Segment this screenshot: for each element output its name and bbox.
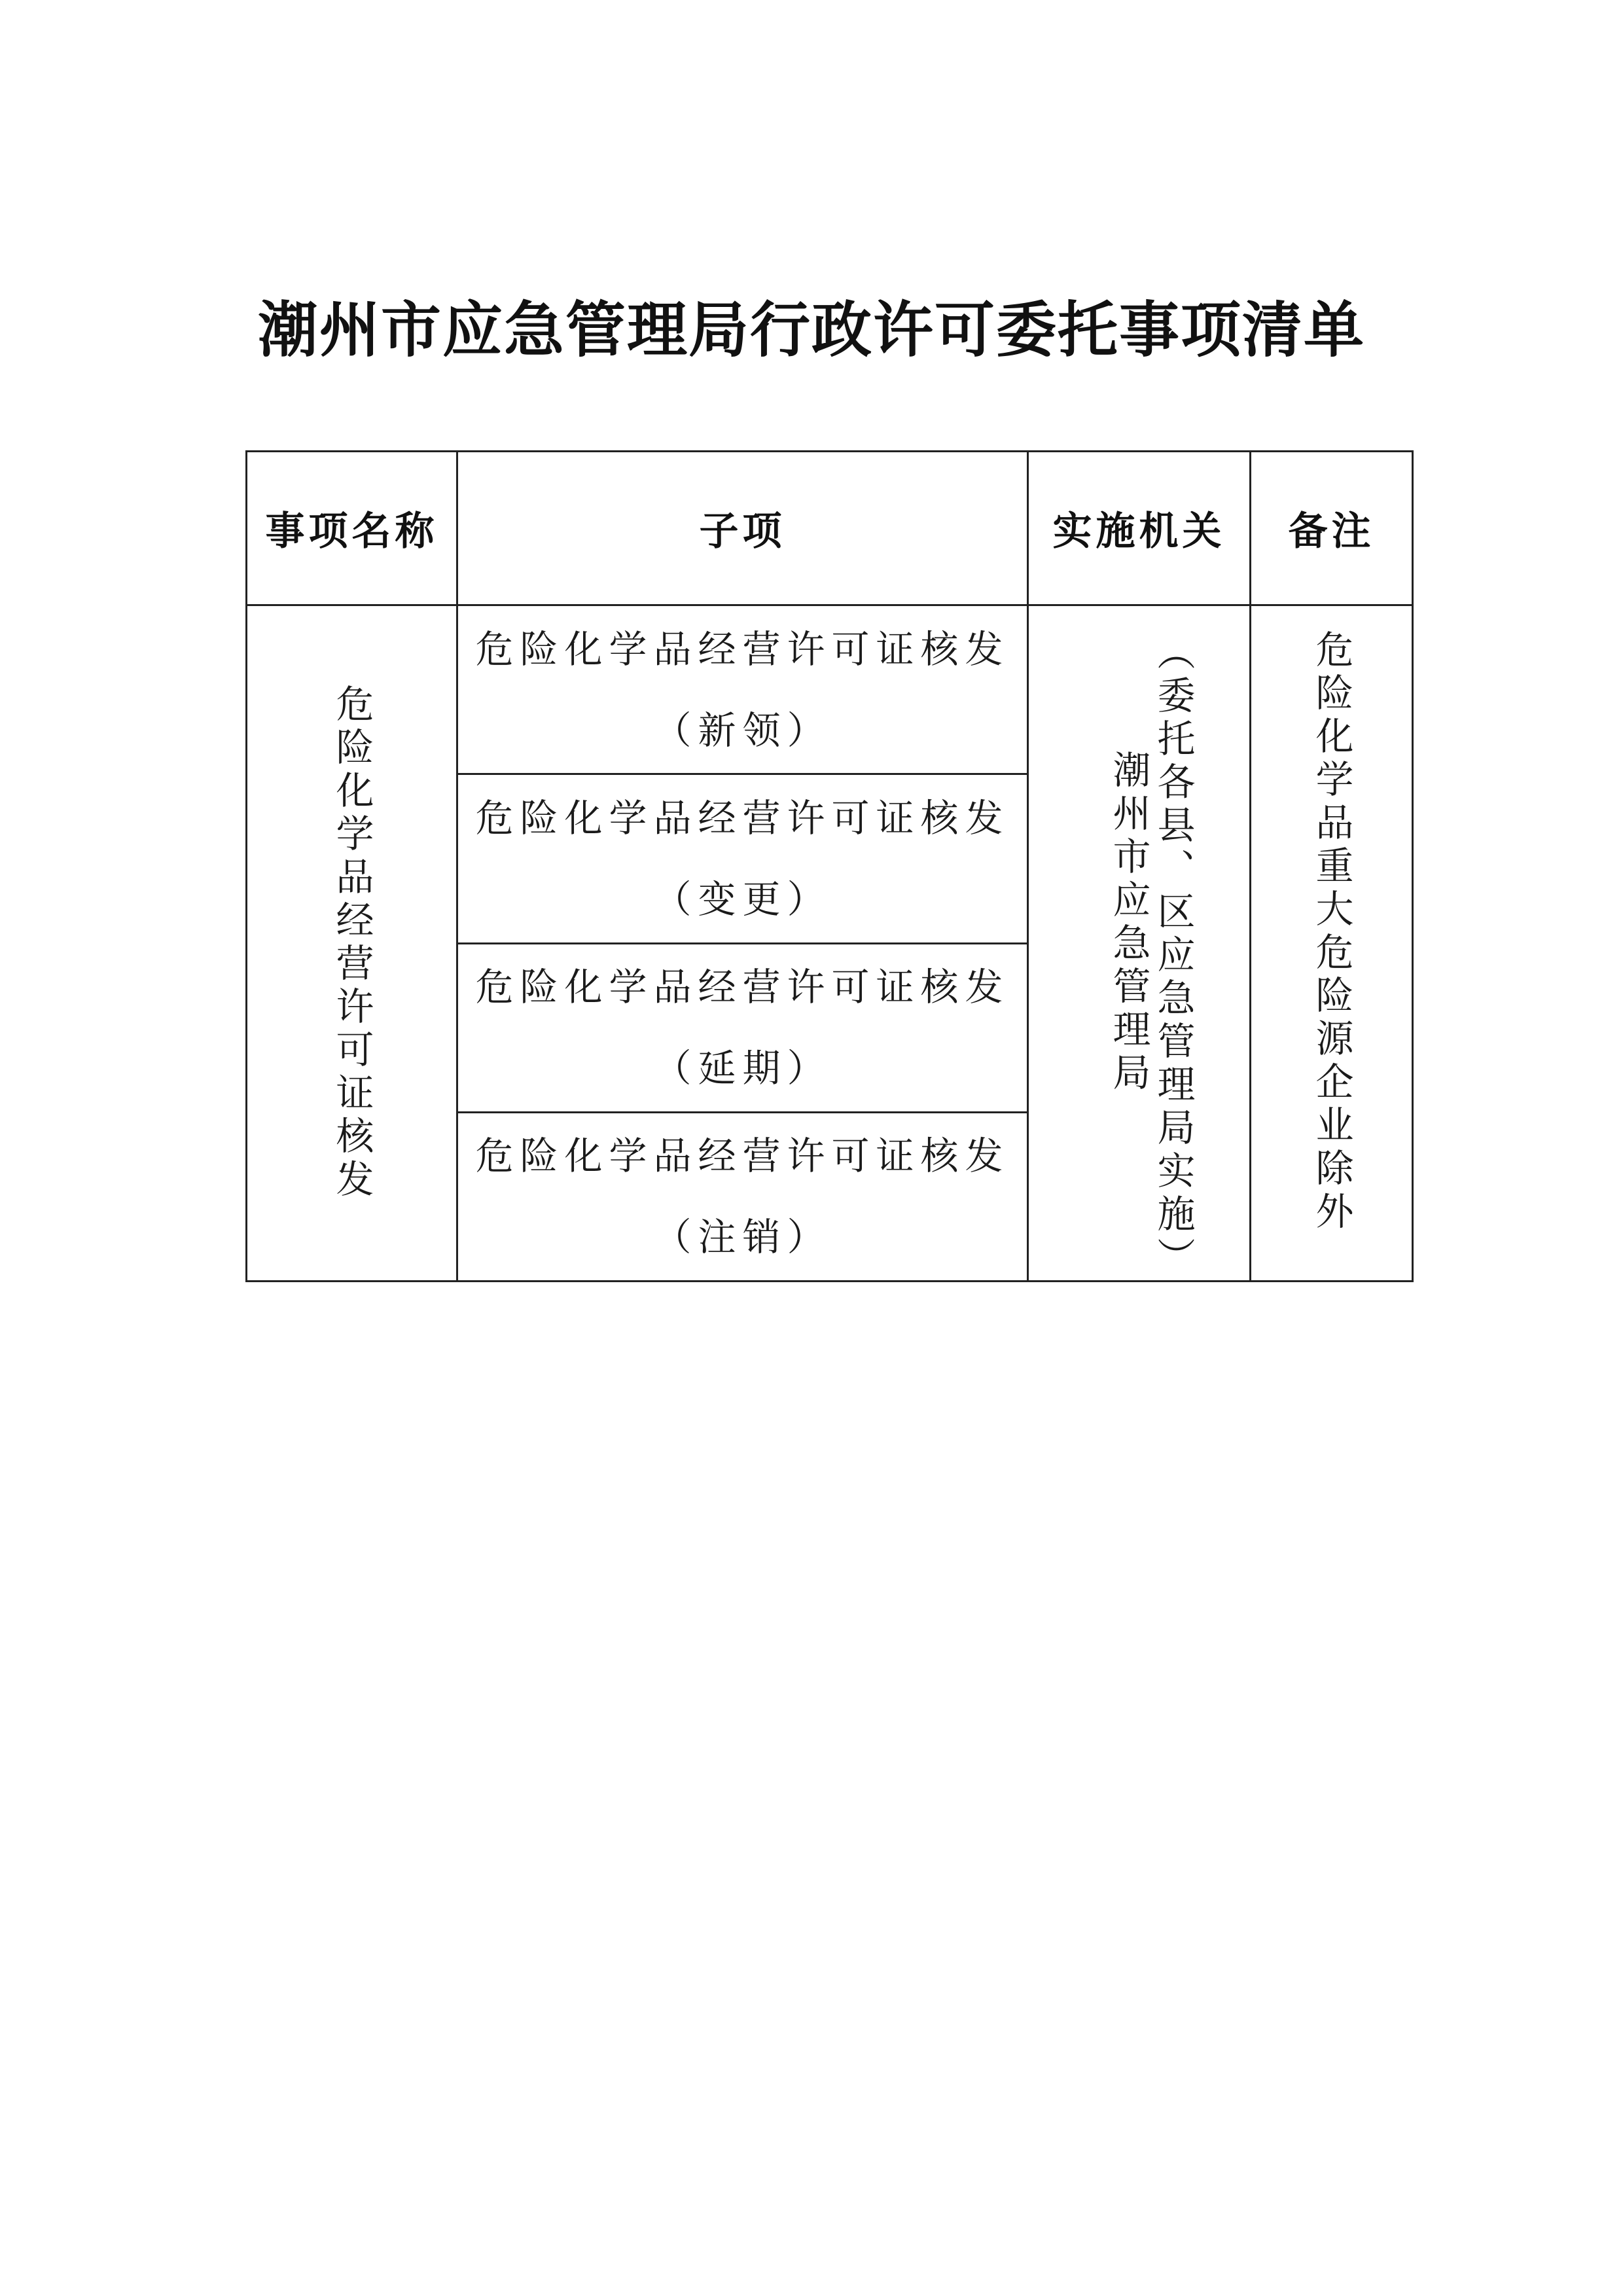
sub-item-cell [457,943,1028,1112]
page-title: 潮州市应急管理局行政许可委托事项清单 [257,295,1365,365]
agency-note: （委托各县、区应急管理局实施） [1150,632,1196,1280]
item-name-cell [247,605,457,1282]
remark-cell [1251,605,1413,1282]
header-remark: 备注 [1251,452,1413,605]
header-agency: 实施机关 [1028,452,1251,605]
sub-item-type: （注销） [653,1215,832,1260]
header-item-name: 事项名称 [247,452,457,605]
sub-item-title: 危险化学品经营许可证核发 [475,965,1010,1010]
table-row [247,605,1413,774]
sub-item-title: 危险化学品经营许可证核发 [475,626,1010,672]
sub-item-type: （新领） [653,708,832,753]
sub-item-title: 危险化学品经营许可证核发 [475,1134,1010,1179]
sub-item-type: （延期） [653,1046,832,1091]
agency-cell [1028,605,1251,1282]
sub-item-cell [457,774,1028,943]
remark-text: 危险化学品重大危险源企业除外 [1309,630,1354,1234]
sub-item-cell [457,1112,1028,1281]
delegation-table [245,450,1414,1282]
item-name: 危险化学品经营许可证核发 [329,684,374,1202]
table-header-row [247,452,1413,605]
agency-name: 潮州市应急管理局 [1106,750,1151,1096]
header-sub-item: 子项 [457,452,1028,605]
sub-item-cell [457,605,1028,774]
sub-item-type: （变更） [653,876,832,922]
sub-item-title: 危险化学品经营许可证核发 [475,795,1010,840]
